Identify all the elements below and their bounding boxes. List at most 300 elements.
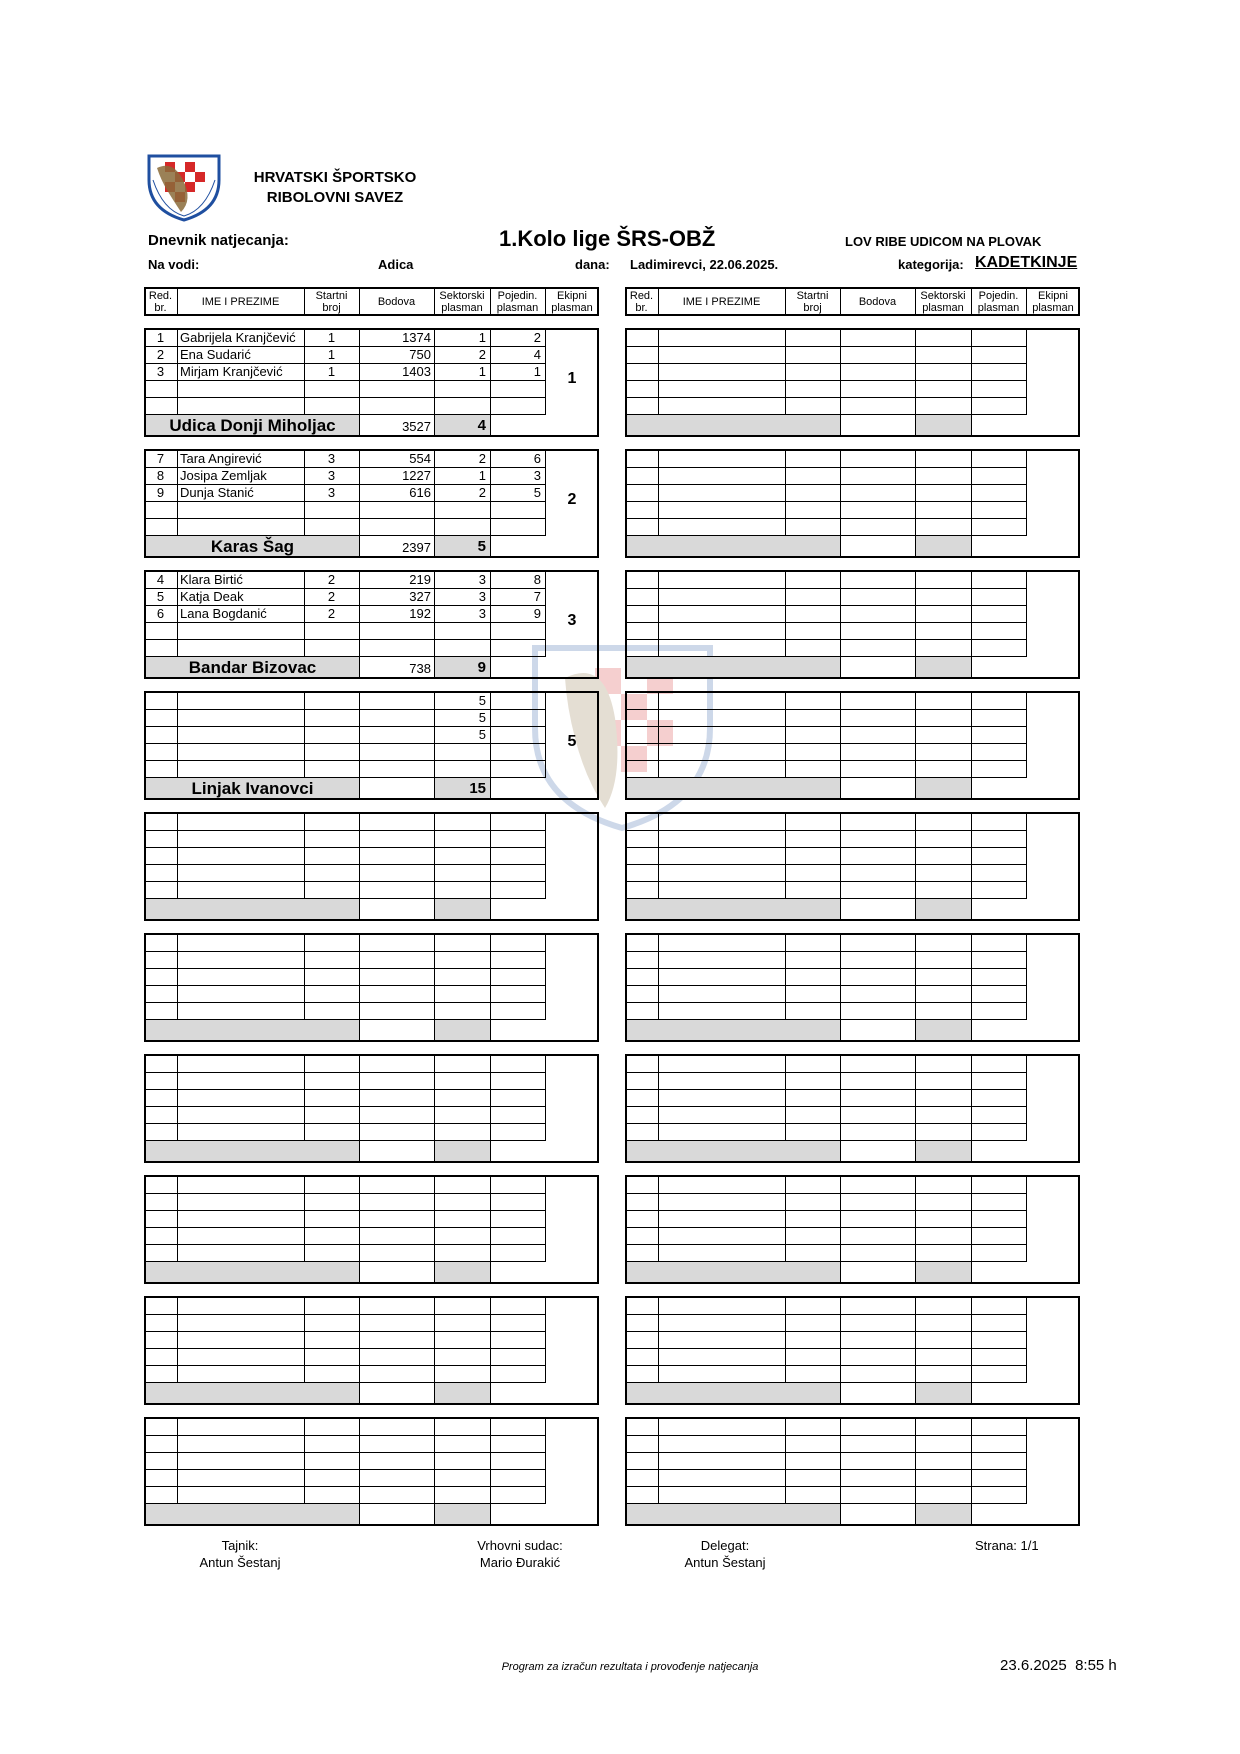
col-divider [785, 812, 786, 899]
col-divider [304, 1417, 305, 1504]
col-divider [658, 691, 659, 778]
cell-indiv: 2 [533, 330, 541, 345]
cell-start: 1 [327, 330, 336, 345]
date-label: dana: [575, 257, 610, 272]
team-block [625, 570, 1080, 679]
row-line [144, 1002, 545, 1003]
col-divider [785, 449, 786, 536]
row-line [625, 1123, 1026, 1124]
cell-red: 3 [156, 364, 165, 379]
col-divider [1026, 1175, 1027, 1262]
row-line [144, 985, 545, 986]
col-divider [840, 691, 841, 800]
col-divider [785, 328, 786, 415]
col-divider [971, 691, 972, 800]
cell-name: Lana Bogdanić [180, 606, 267, 621]
row-line [144, 1314, 545, 1315]
col-divider [840, 933, 841, 1042]
cell-indiv: 1 [533, 364, 541, 379]
page-label: Strana: [975, 1538, 1017, 1553]
category-label: kategorija: [898, 257, 964, 272]
row-line [625, 1089, 1026, 1090]
row-line [625, 1452, 1026, 1453]
row-line [144, 830, 545, 831]
row-line [625, 726, 1026, 727]
col-divider [971, 1175, 972, 1284]
col-divider [1026, 449, 1027, 536]
cell-indiv: 7 [533, 589, 541, 604]
row-line [144, 881, 545, 882]
column-header-cell [658, 296, 785, 308]
team-place: 2 [567, 491, 577, 508]
col-divider [840, 1296, 841, 1405]
column-header-text: Sektorski [920, 290, 966, 302]
cell-name: Mirjam Kranjčević [180, 364, 283, 379]
row-line [144, 397, 545, 398]
column-header-text: Pojedin. [497, 290, 538, 302]
cell-red: 6 [156, 606, 165, 621]
row-line [144, 656, 545, 657]
cell-red: 9 [156, 485, 165, 500]
team-block [625, 691, 1080, 800]
column-header-cell [785, 290, 840, 314]
col-divider [971, 449, 972, 558]
row-line [625, 1435, 1026, 1436]
row-line [625, 518, 1026, 519]
team-block [625, 328, 1080, 437]
col-divider [915, 328, 916, 437]
team-block [144, 1175, 599, 1284]
row-line [144, 1382, 545, 1383]
cell-indiv: 6 [533, 451, 541, 466]
row-line [144, 777, 545, 778]
column-header-text: broj [803, 302, 822, 314]
cell-points: 554 [409, 451, 431, 466]
col-divider [1026, 812, 1027, 899]
col-divider [915, 933, 916, 1042]
cell-points: 616 [409, 485, 431, 500]
cell-points: 1227 [402, 468, 431, 483]
col-divider [971, 1417, 972, 1526]
hsrs-logo [143, 150, 225, 222]
col-divider [840, 812, 841, 921]
cell-sector: 3 [478, 606, 486, 621]
col-divider [1026, 933, 1027, 1020]
cell-start: 2 [327, 572, 336, 587]
col-divider [177, 449, 178, 536]
col-divider [434, 1175, 435, 1284]
cell-sector: 2 [478, 451, 486, 466]
col-divider [359, 812, 360, 921]
row-line [144, 1072, 545, 1073]
col-divider [915, 570, 916, 679]
row-line [144, 1089, 545, 1090]
col-divider [545, 812, 546, 899]
col-divider [359, 1175, 360, 1284]
row-line [625, 709, 1026, 710]
col-divider [658, 1417, 659, 1504]
row-line [144, 1365, 545, 1366]
team-name: Bandar Bizovac [188, 658, 317, 677]
row-line [144, 414, 545, 415]
cell-indiv: 3 [533, 468, 541, 483]
row-line [625, 951, 1026, 952]
org-line-2: RIBOLOVNI SAVEZ [266, 189, 404, 206]
page-number [975, 1537, 1075, 1554]
row-line [144, 622, 545, 623]
column-header-cell [915, 290, 971, 314]
col-divider [840, 1417, 841, 1526]
col-divider [545, 1296, 546, 1383]
row-line [625, 1365, 1026, 1366]
col-divider [1026, 570, 1027, 657]
col-divider [971, 1296, 972, 1405]
row-line [625, 898, 1026, 899]
col-divider [840, 570, 841, 679]
row-line [625, 1193, 1026, 1194]
row-line [625, 639, 1026, 640]
sector-sum: 9 [477, 659, 486, 676]
team-name: Udica Donji Miholjac [169, 416, 336, 435]
row-line [625, 467, 1026, 468]
col-divider [545, 449, 546, 536]
col-divider [785, 1175, 786, 1262]
team-block [625, 1175, 1080, 1284]
delegate [665, 1537, 785, 1571]
row-line [625, 363, 1026, 364]
row-line [144, 847, 545, 848]
col-divider [490, 691, 491, 800]
col-divider [915, 1054, 916, 1163]
row-line [625, 501, 1026, 502]
col-divider [434, 1296, 435, 1405]
cell-start: 3 [327, 485, 336, 500]
col-divider [545, 328, 546, 415]
row-line [625, 1503, 1026, 1504]
cell-points: 1374 [402, 330, 431, 345]
column-header-text: plasman [1032, 302, 1074, 314]
row-line [144, 864, 545, 865]
team-block [144, 1296, 599, 1405]
column-header-text: Red. [148, 290, 173, 302]
column-header-text: plasman [551, 302, 593, 314]
row-line [625, 588, 1026, 589]
column-header-cell [359, 296, 434, 308]
date-value: Ladimirevci, 22.06.2025. [630, 257, 779, 272]
row-line [144, 1331, 545, 1332]
row-line [625, 346, 1026, 347]
cell-indiv: 5 [533, 485, 541, 500]
cell-red: 2 [156, 347, 165, 362]
row-line [625, 605, 1026, 606]
row-line [144, 501, 545, 502]
col-divider [359, 691, 360, 800]
col-divider [915, 1296, 916, 1405]
row-line [144, 1210, 545, 1211]
col-divider [1026, 1296, 1027, 1383]
team-block [144, 1054, 599, 1163]
column-header-cell [625, 290, 658, 314]
row-line [625, 1210, 1026, 1211]
col-divider [177, 1417, 178, 1504]
column-header-cell [304, 290, 359, 314]
col-divider [545, 1175, 546, 1262]
row-line [625, 484, 1026, 485]
secretary-name: Antun Šestanj [199, 1555, 281, 1570]
column-header-text: Startni [315, 290, 348, 302]
team-block [625, 1296, 1080, 1405]
discipline: LOV RIBE UDICOM NA PLOVAK [845, 234, 1042, 249]
secretary [180, 1537, 300, 1571]
cell-sector: 1 [478, 364, 486, 379]
cell-start: 2 [327, 589, 336, 604]
row-line [144, 968, 545, 969]
row-line [625, 777, 1026, 778]
cell-red: 1 [156, 330, 165, 345]
col-divider [490, 1417, 491, 1526]
cell-start: 1 [327, 364, 336, 379]
column-header-cell [840, 296, 915, 308]
cell-start: 1 [327, 347, 336, 362]
col-divider [177, 328, 178, 415]
team-total: 3527 [402, 419, 431, 434]
col-divider [658, 1296, 659, 1383]
cell-points: 327 [409, 589, 431, 604]
col-divider [785, 570, 786, 657]
col-divider [1026, 691, 1027, 778]
col-divider [545, 933, 546, 1020]
col-divider [545, 1417, 546, 1504]
category-value: KADETKINJE [975, 254, 1078, 271]
cell-name: Ena Sudarić [180, 347, 251, 362]
row-line [625, 414, 1026, 415]
cell-indiv: 4 [533, 347, 541, 362]
col-divider [304, 691, 305, 778]
column-header-text: plasman [922, 302, 964, 314]
cell-red: 7 [156, 451, 165, 466]
row-line [625, 1314, 1026, 1315]
cell-sector: 3 [478, 572, 486, 587]
team-name: Linjak Ivanovci [191, 779, 314, 798]
col-divider [785, 691, 786, 778]
team-block [625, 933, 1080, 1042]
row-line [144, 1452, 545, 1453]
row-line [625, 380, 1026, 381]
col-divider [490, 1175, 491, 1284]
row-line [144, 1348, 545, 1349]
column-header-cell [545, 290, 599, 314]
judge-label: Vrhovni sudac: [477, 1538, 563, 1553]
cell-points: 750 [409, 347, 431, 362]
col-divider [490, 812, 491, 921]
column-header-cell [434, 290, 490, 314]
cell-name: Dunja Stanić [180, 485, 254, 500]
row-line [625, 1331, 1026, 1332]
column-header-text: IME I PREZIME [201, 296, 280, 308]
cell-name: Josipa Zemljak [180, 468, 267, 483]
cell-sector: 2 [478, 485, 486, 500]
cell-sector: 1 [478, 330, 486, 345]
col-divider [359, 1417, 360, 1526]
row-line [144, 380, 545, 381]
cell-sector: 5 [478, 693, 486, 708]
row-line [144, 1193, 545, 1194]
col-divider [177, 691, 178, 778]
row-line [144, 1244, 545, 1245]
col-divider [434, 933, 435, 1042]
row-line [625, 1019, 1026, 1020]
column-header-text: br. [635, 302, 648, 314]
column-header-text: IME I PREZIME [682, 296, 761, 308]
cell-sector: 5 [478, 710, 486, 725]
col-divider [177, 570, 178, 657]
sector-sum: 4 [477, 417, 486, 434]
row-line [144, 535, 545, 536]
col-divider [359, 933, 360, 1042]
sector-sum: 5 [477, 538, 486, 555]
col-divider [177, 1175, 178, 1262]
cell-sector: 5 [478, 727, 486, 742]
org-line-1: HRVATSKI ŠPORTSKO [253, 169, 417, 186]
water-label: Na vodi: [148, 257, 200, 272]
col-divider [304, 1175, 305, 1262]
water-value: Adica [378, 257, 414, 272]
column-header-text: plasman [496, 302, 539, 314]
row-line [625, 1382, 1026, 1383]
col-divider [971, 933, 972, 1042]
row-line [144, 743, 545, 744]
col-divider [658, 1175, 659, 1262]
col-divider [359, 1296, 360, 1405]
cell-sector: 1 [478, 468, 486, 483]
column-header-cell [490, 290, 545, 314]
col-divider [490, 1296, 491, 1405]
col-divider [840, 1054, 841, 1163]
col-divider [304, 1054, 305, 1141]
row-line [625, 830, 1026, 831]
col-divider [177, 1296, 178, 1383]
cell-name: Gabrijela Kranjčević [180, 330, 296, 345]
row-line [144, 518, 545, 519]
row-line [144, 760, 545, 761]
row-line [625, 656, 1026, 657]
col-divider [971, 570, 972, 679]
col-divider [785, 1417, 786, 1504]
program-note: Program za izračun rezultata i provođenje natjecanja [501, 1661, 759, 1673]
column-header-text: Ekipni [1038, 290, 1068, 302]
col-divider [304, 1296, 305, 1383]
row-line [144, 898, 545, 899]
row-line [144, 1435, 545, 1436]
org-name [240, 168, 430, 208]
row-line [144, 1106, 545, 1107]
col-divider [840, 328, 841, 437]
col-divider [177, 933, 178, 1020]
row-line [625, 1106, 1026, 1107]
row-line [625, 1261, 1026, 1262]
column-header-text: Sektorski [439, 290, 485, 302]
team-name: Karas Šag [210, 537, 295, 556]
page-value: 1/1 [1020, 1538, 1039, 1553]
column-header-text: plasman [441, 302, 483, 314]
page-title: 1.Kolo lige ŠRS-OBŽ [499, 226, 716, 251]
col-divider [177, 812, 178, 899]
cell-red: 5 [156, 589, 165, 604]
row-line [625, 968, 1026, 969]
row-line [144, 1486, 545, 1487]
row-line [625, 1469, 1026, 1470]
row-line [625, 1348, 1026, 1349]
column-header-text: Pojedin. [978, 290, 1019, 302]
col-divider [915, 1175, 916, 1284]
row-line [144, 1123, 545, 1124]
team-total: 738 [409, 661, 431, 676]
row-line [625, 1244, 1026, 1245]
cell-points: 1403 [402, 364, 431, 379]
team-block [625, 812, 1080, 921]
col-divider [840, 449, 841, 558]
column-header-cell [177, 296, 304, 308]
team-block [144, 1417, 599, 1526]
cell-points: 219 [409, 572, 431, 587]
row-line [625, 535, 1026, 536]
col-divider [490, 1054, 491, 1163]
cell-sector: 3 [478, 589, 486, 604]
row-line [625, 743, 1026, 744]
cell-red: 4 [156, 572, 165, 587]
judge-name: Mario Đurakić [479, 1555, 561, 1570]
column-header-cell [144, 290, 177, 314]
row-line [625, 881, 1026, 882]
col-divider [971, 328, 972, 437]
col-divider [971, 1054, 972, 1163]
row-line [144, 1019, 545, 1020]
col-divider [545, 691, 546, 778]
row-line [144, 1469, 545, 1470]
team-block [144, 812, 599, 921]
column-header-text: Startni [796, 290, 829, 302]
team-place: 1 [567, 370, 577, 387]
col-divider [840, 1175, 841, 1284]
cell-sector: 2 [478, 347, 486, 362]
col-divider [915, 449, 916, 558]
col-divider [658, 570, 659, 657]
row-line [144, 951, 545, 952]
row-line [625, 622, 1026, 623]
row-line [144, 1261, 545, 1262]
column-header-text: Red. [629, 290, 654, 302]
team-block [625, 449, 1080, 558]
row-line [144, 1227, 545, 1228]
cell-indiv: 9 [533, 606, 541, 621]
col-divider [490, 933, 491, 1042]
team-block [625, 1054, 1080, 1163]
cell-indiv: 8 [533, 572, 541, 587]
cell-name: Tara Angirević [180, 451, 262, 466]
column-header-text: Ekipni [557, 290, 587, 302]
delegate-name: Antun Šestanj [684, 1555, 766, 1570]
row-line [625, 397, 1026, 398]
col-divider [915, 1417, 916, 1526]
col-divider [434, 1054, 435, 1163]
col-divider [1026, 328, 1027, 415]
secretary-label: Tajnik: [221, 1538, 259, 1553]
column-header-cell [1026, 290, 1080, 314]
col-divider [545, 570, 546, 657]
col-divider [434, 1417, 435, 1526]
col-divider [971, 812, 972, 921]
col-divider [658, 328, 659, 415]
